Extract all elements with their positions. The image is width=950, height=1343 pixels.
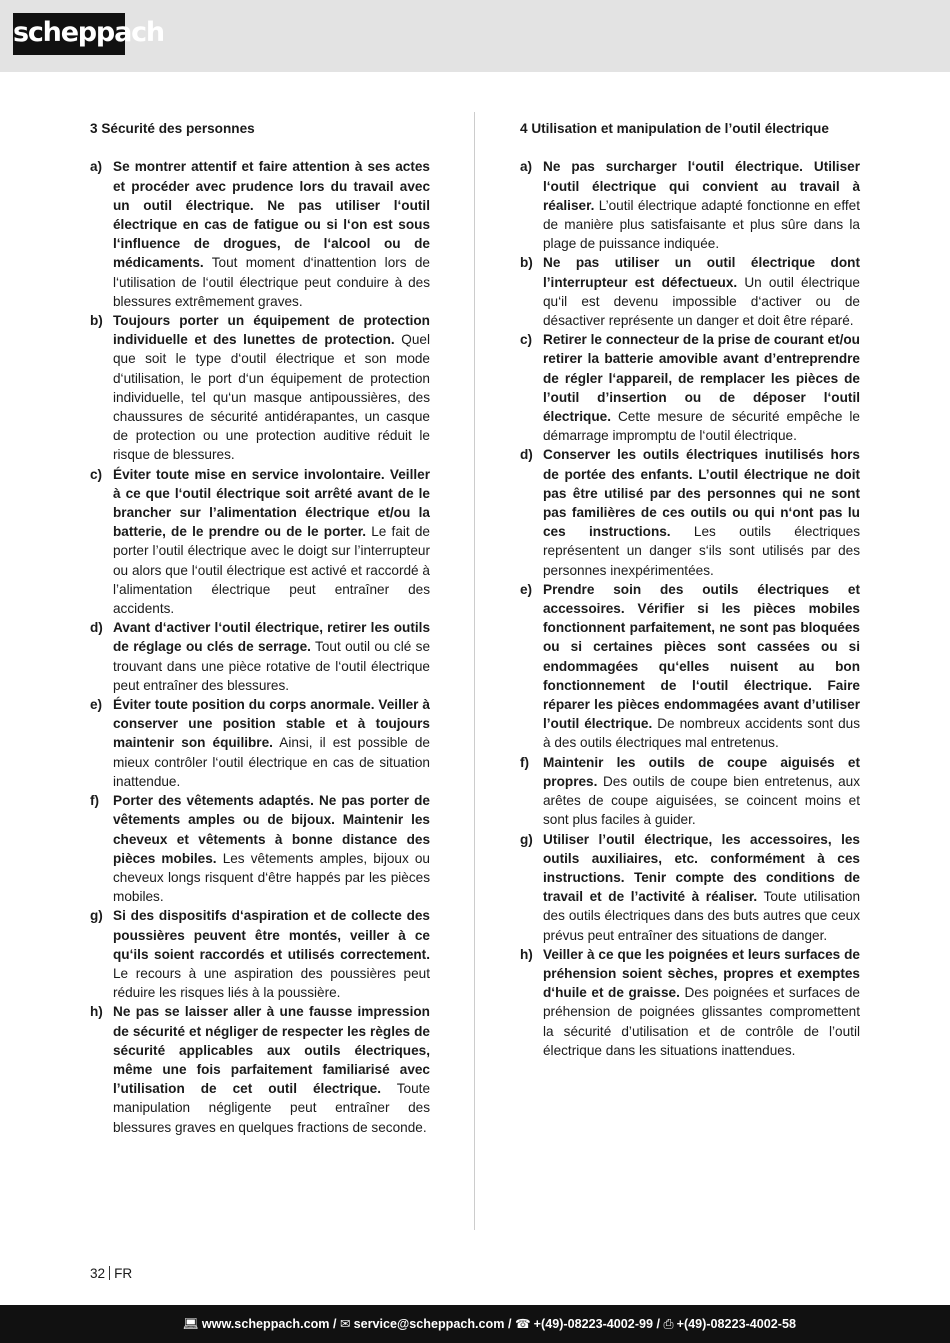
list-item-instruction: Utiliser l’outil électrique, les accessoires, les outils auxiliaires, etc. conformément à ces instructions. Tenir compte des conditions de travail et de l’activité à réaliser. xyxy=(543,831,860,905)
left-item-list xyxy=(90,157,430,1136)
computer-icon: 💻︎ xyxy=(182,1317,199,1331)
list-item-marker: b) xyxy=(90,313,103,329)
list-item-explanation: Le recours à une aspiration des poussières peut réduire les risques liés à la poussière. xyxy=(113,965,430,1001)
list-item-instruction: Ne pas se laisser aller à une fausse impression de sécurité et négliger de respecter les règles de sécurité applicables aux outils électriques, même une fois parfaitement familiarisé avec l’utilisation de cet outil électrique. xyxy=(113,1004,430,1097)
list-item xyxy=(520,330,860,445)
list-item-instruction: Maintenir les outils de coupe aiguisés et propres. xyxy=(543,754,860,789)
list-item-instruction: Veiller à ce que les poignées et leurs surfaces de préhension soient sèches, propres et exemptes d‘huile et de graisse. xyxy=(543,946,860,1001)
section-heading: 3 Sécurité des personnes xyxy=(90,121,255,136)
brand-logo: scheppach xyxy=(13,13,125,55)
list-item-explanation: L’outil électrique adapté fonctionne en effet de manière plus satisfaisante et plus sûre dans la plage de puissance indiquée. xyxy=(543,197,860,252)
list-item-instruction: Avant d‘activer l‘outil électrique, retirer les outils de réglage ou clés de serrage. xyxy=(113,620,430,655)
list-item-marker: a) xyxy=(90,159,103,175)
list-item-explanation: Un outil électrique qu‘il est devenu impossible d‘activer ou de désactiver représente un danger et doit être réparé. xyxy=(543,274,860,329)
list-item-instruction: Si des dispositifs d‘aspiration et de collecte des poussières peuvent être montés, veiller à ce qu‘ils soient raccordés et utilisés correctement. xyxy=(113,908,430,962)
footer-website[interactable]: www.scheppach.com xyxy=(201,1317,330,1331)
list-item-instruction: Ne pas utiliser un outil électrique dont l’interrupteur est défectueux. xyxy=(543,255,860,290)
list-item xyxy=(520,580,860,753)
list-item xyxy=(90,1002,430,1136)
list-item-marker: d) xyxy=(90,620,103,636)
page-number xyxy=(90,1265,132,1282)
fax-icon: ⎙ xyxy=(663,1317,674,1331)
footer-band xyxy=(0,1305,950,1343)
right-item-list xyxy=(520,157,860,1060)
phone-icon: ☎︎ xyxy=(514,1317,531,1331)
list-item-instruction: Prendre soin des outils électriques et accessoires. Vérifier si les pièces mobiles fonctionnent parfaitement, ne sont pas bloquées ou si certaines pièces sont cassées ou si endommagées qu‘elles nuisent au bon fonctionnement de l‘outil électrique. Faire réparer les pièces endommagées avant d’utiliser l’outil électrique. xyxy=(543,581,860,732)
footer-email[interactable]: service@scheppach.com xyxy=(353,1317,505,1331)
list-item-explanation: Tout moment d‘inattention lors de l‘utilisation de l‘outil électrique peut conduire à des blessures extrêmement graves. xyxy=(113,255,430,309)
email-icon: ✉︎ xyxy=(340,1317,351,1331)
list-item-marker: a) xyxy=(520,159,533,175)
footer-separator: / xyxy=(329,1317,340,1331)
list-item-marker: b) xyxy=(520,255,533,271)
list-item-explanation: Les vêtements amples, bijoux ou cheveux longs risquent d‘être happés par les pièces mobiles. xyxy=(113,850,430,905)
list-item xyxy=(90,906,430,1002)
list-item-marker: d) xyxy=(520,447,533,463)
left-column xyxy=(90,119,430,1137)
list-item-instruction: Se montrer attentif et faire attention à ses actes et procéder avec prudence lors du travail avec un outil électrique. Ne pas utiliser l‘outil électrique en cas de fatigue ou si l‘on est sous l‘influence de drogues, de l‘alcool ou de médicaments. xyxy=(113,159,430,271)
list-item-explanation: Des poignées et surfaces de préhension de poignées glissantes compromettent la sécurité d’utilisation et de contrôle de l’outil électrique dans les situations inattendues. xyxy=(543,985,860,1058)
footer-phone[interactable]: +(49)-08223-4002-99 xyxy=(533,1317,654,1331)
list-item-explanation: Le fait de porter l’outil électrique avec le doigt sur l’interrupteur ou alors que l‘outil électrique est activé et raccordé à l’alimentation électrique peut entraîner des accidents. xyxy=(113,524,430,617)
list-item-marker: f) xyxy=(90,793,100,809)
page-number-separator xyxy=(109,1266,110,1280)
list-item xyxy=(90,791,430,906)
list-item-marker: f) xyxy=(520,754,530,770)
list-item-explanation: Ainsi, il est possible de mieux contrôler l‘outil électrique en cas de situation inattendue. xyxy=(113,735,430,789)
list-item-explanation: Des outils de coupe bien entretenus, aux arêtes de coupe aiguisées, se coincent moins et sont plus faciles à guider. xyxy=(543,773,860,828)
list-item-explanation: Toute manipulation négligente peut entraîner des blessures graves en quelques fractions de seconde. xyxy=(113,1081,431,1135)
list-item xyxy=(90,695,430,791)
list-item-instruction: Conserver les outils électriques inutilisés hors de portée des enfants. L’outil électrique ne doit pas être utilisé par des personnes qui ne sont pas familières de ces outils ou qui n‘ont pas lu ces instructions. xyxy=(543,447,860,540)
list-item-instruction: Porter des vêtements adaptés. Ne pas porter de vêtements amples ou de bijoux. Maintenir les cheveux et vêtements à bonne distance des pièces mobiles. xyxy=(113,793,430,866)
list-item xyxy=(520,445,860,579)
list-item xyxy=(90,465,430,619)
list-item-instruction: Ne pas surcharger l‘outil électrique. Utiliser l‘outil électrique qui convient au travail à réaliser. xyxy=(543,159,860,213)
list-item-explanation: Toute utilisation des outils électriques dans des buts autres que ceux prévus peut entraîner des situations de danger. xyxy=(543,889,861,943)
list-item xyxy=(520,253,860,330)
list-item-instruction: Retirer le connecteur de la prise de courant et/ou retirer la batterie amovible avant d’entreprendre de régler l‘appareil, de remplacer les pièces de l’outil d’insertion ou de déposer l‘outil électrique. xyxy=(543,332,860,425)
column-divider xyxy=(474,112,475,1230)
list-item-instruction: Éviter toute mise en service involontaire. Veiller à ce que l‘outil électrique soit arrêté avant de le brancher sur l’alimentation électrique et/ou la batterie, de le prendre ou de le porter. xyxy=(113,466,430,540)
list-item xyxy=(520,753,860,830)
list-item-marker: h) xyxy=(520,946,533,962)
list-item xyxy=(90,157,430,311)
list-item-explanation: Cette mesure de sécurité empêche le démarrage impromptu de l‘outil électrique. xyxy=(543,409,860,444)
list-item-marker: e) xyxy=(520,581,533,597)
list-item-explanation: De nombreux accidents sont dus à des outils électriques mal entretenus. xyxy=(543,716,861,751)
list-item-marker: c) xyxy=(520,332,533,348)
list-item-explanation: Quel que soit le type d‘outil électrique et son mode d‘utilisation, le port d‘un équipement de protection individuelle, tel qu‘un masque antipoussières, des chaussures de sécurité antidérapantes, un casque de protection ou une protection auditive réduit le risque de blessures. xyxy=(113,332,430,463)
right-column xyxy=(520,119,860,1060)
list-item xyxy=(520,945,860,1060)
page-language: FR xyxy=(114,1266,133,1281)
footer-separator: / xyxy=(653,1317,664,1331)
header-band xyxy=(0,0,950,72)
list-item xyxy=(90,618,430,695)
list-item-marker: g) xyxy=(90,908,103,924)
list-item-explanation: Tout outil ou clé se trouvant dans une pièce rotative de l‘outil électrique peut entraîner des blessures. xyxy=(113,639,430,693)
footer-fax: +(49)-08223-4002-58 xyxy=(676,1317,796,1331)
list-item-marker: c) xyxy=(90,466,103,482)
section-heading: 4 Utilisation et manipulation de l’outil électrique xyxy=(520,121,829,136)
footer-separator: / xyxy=(504,1317,515,1331)
list-item xyxy=(520,830,860,945)
list-item-instruction: Éviter toute position du corps anormale. Veiller à conserver une position stable et à toujours maintenir son équilibre. xyxy=(113,697,430,751)
list-item-marker: e) xyxy=(90,697,103,713)
list-item-marker: g) xyxy=(520,831,533,847)
page-number-value: 32 xyxy=(90,1266,106,1281)
list-item xyxy=(520,157,860,253)
list-item-marker: h) xyxy=(90,1004,103,1020)
footer-contact xyxy=(183,1316,796,1332)
list-item xyxy=(90,311,430,465)
list-item-explanation: Les outils électriques représentent un danger s‘ils sont utilisés par des personnes inexpérimentées. xyxy=(543,524,860,578)
list-item-instruction: Toujours porter un équipement de protection individuelle et des lunettes de protection. xyxy=(113,313,430,348)
